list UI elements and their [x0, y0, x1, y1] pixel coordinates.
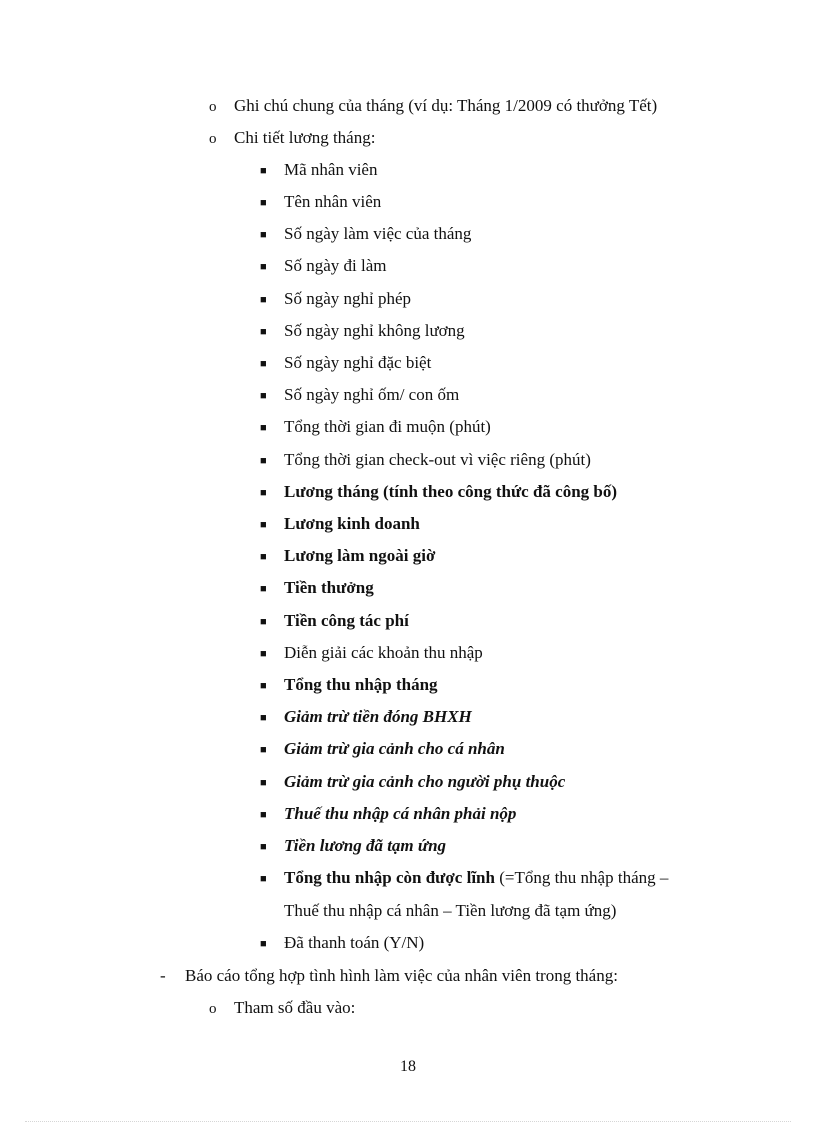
square-bullet: ■	[260, 873, 267, 885]
square-bullet: ■	[260, 777, 267, 789]
list-item-general-note: Ghi chú chung của tháng (ví dụ: Tháng 1/2009 có thưởng Tết)	[234, 96, 658, 115]
square-bullet: ■	[260, 583, 267, 595]
net-income-formula: (=Tổng thu nhập tháng –	[494, 868, 669, 887]
square-bullet: ■	[260, 197, 267, 209]
square-bullet: ■	[260, 809, 267, 821]
circle-bullet: o	[209, 131, 217, 147]
page-number: 18	[400, 1058, 416, 1075]
square-bullet: ■	[260, 616, 267, 628]
circle-bullet: o	[209, 1001, 217, 1017]
square-bullet: ■	[260, 455, 267, 467]
field-social-insurance-deduction: Giảm trừ tiền đóng BHXH	[284, 707, 472, 726]
field-dependent-deduction: Giảm trừ gia cảnh cho người phụ thuộc	[284, 772, 566, 791]
field-unpaid-leave-days: Số ngày nghỉ không lương	[284, 321, 465, 340]
square-bullet: ■	[260, 229, 267, 241]
field-business-trip-allowance: Tiền công tác phí	[284, 611, 409, 630]
field-working-days: Số ngày làm việc của tháng	[284, 224, 472, 243]
field-late-time: Tổng thời gian đi muộn (phút)	[284, 417, 491, 436]
square-bullet: ■	[260, 261, 267, 273]
square-bullet: ■	[260, 326, 267, 338]
field-special-leave-days: Số ngày nghỉ đặc biệt	[284, 353, 432, 372]
square-bullet: ■	[260, 390, 267, 402]
square-bullet: ■	[260, 680, 267, 692]
list-item-salary-details: Chi tiết lương tháng:	[234, 128, 376, 147]
square-bullet: ■	[260, 712, 267, 724]
square-bullet: ■	[260, 165, 267, 177]
square-bullet: ■	[260, 744, 267, 756]
field-sick-leave-days: Số ngày nghỉ ốm/ con ốm	[284, 385, 460, 404]
circle-bullet: o	[209, 99, 217, 115]
field-overtime-salary: Lương làm ngoài giờ	[284, 546, 436, 565]
square-bullet: ■	[260, 358, 267, 370]
field-employee-name: Tên nhân viên	[284, 192, 382, 211]
list-item-monthly-report: Báo cáo tổng hợp tình hình làm việc của nhân viên trong tháng:	[185, 966, 618, 985]
net-income-formula-continued: Thuế thu nhập cá nhân – Tiền lương đã tạm ứng)	[284, 901, 617, 920]
square-bullet: ■	[260, 519, 267, 531]
field-days-worked: Số ngày đi làm	[284, 256, 387, 275]
field-total-monthly-income: Tổng thu nhập tháng	[284, 675, 438, 694]
field-monthly-salary: Lương tháng (tính theo công thức đã công bố)	[284, 482, 618, 501]
field-income-explanation: Diễn giải các khoản thu nhập	[284, 643, 483, 662]
square-bullet: ■	[260, 294, 267, 306]
field-paid-status: Đã thanh toán (Y/N)	[284, 933, 425, 952]
field-checkout-time: Tổng thời gian check-out vì việc riêng (phút)	[284, 450, 591, 469]
square-bullet: ■	[260, 487, 267, 499]
field-employee-id: Mã nhân viên	[284, 160, 378, 179]
field-personal-income-tax: Thuế thu nhập cá nhân phải nộp	[284, 804, 517, 823]
square-bullet: ■	[260, 938, 267, 950]
dash-bullet: -	[160, 966, 166, 985]
list-item-input-params: Tham số đầu vào:	[234, 998, 356, 1017]
field-leave-days: Số ngày nghỉ phép	[284, 289, 412, 308]
square-bullet: ■	[260, 422, 267, 434]
field-salary-advance: Tiền lương đã tạm ứng	[284, 836, 447, 855]
field-net-income	[284, 867, 668, 889]
square-bullet: ■	[260, 841, 267, 853]
footer-divider	[25, 1121, 791, 1122]
field-personal-deduction: Giảm trừ gia cảnh cho cá nhân	[284, 739, 505, 758]
field-bonus: Tiền thưởng	[284, 578, 374, 597]
square-bullet: ■	[260, 648, 267, 660]
square-bullet: ■	[260, 551, 267, 563]
net-income-label: Tổng thu nhập còn được lĩnh	[284, 868, 495, 887]
field-business-salary: Lương kinh doanh	[284, 514, 420, 533]
